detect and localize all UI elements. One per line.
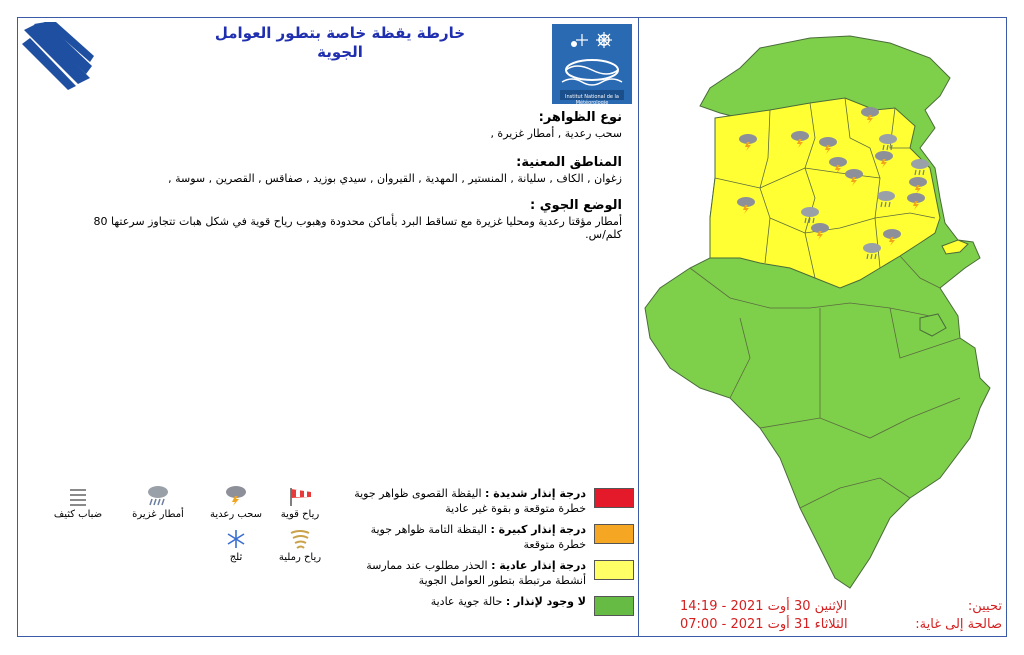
weather-section (82, 198, 622, 241)
legend-desc-severe: اليقظة القصوى ظواهر جوية خطرة متوقعة و بقوة غير عادية (354, 487, 586, 515)
phen-snow-label: ثلج (229, 552, 243, 563)
regions-heading: المناطق المعنية: (516, 155, 622, 170)
phenomena-heading: نوع الظواهر: (538, 110, 622, 125)
issued-value: الإثنين 30 أوت 2021 - 14:19 (680, 599, 848, 614)
phen-thunderstorm-label: سحب رعدية (209, 509, 263, 520)
fog-icon (67, 486, 89, 506)
legend-row-none (344, 594, 634, 616)
weather-text: أمطار مؤقتا رعدية ومحليا غزيرة مع تساقط البرد بأماكن محدودة وهبوب رياح قوية في شكل هبات تتجاوز سرعتها 80 كلم/س. (93, 215, 622, 241)
valid-row (680, 616, 1002, 634)
thunderstorm-icon (224, 484, 248, 506)
legend-row-high (344, 522, 634, 552)
title-line2: الجوية (317, 43, 363, 61)
heavy-rain-icon (146, 484, 170, 506)
valid-value: الثلاثاء 31 أوت 2021 - 07:00 (680, 617, 848, 632)
phen-strong-wind-label: رياح قوية (280, 509, 320, 520)
weather-heading: الوضع الجوي : (530, 198, 622, 213)
alert-legend (342, 486, 640, 616)
legend-level-none: لا وجود لإنذار : (505, 595, 586, 608)
phen-sandstorm (270, 527, 330, 563)
phen-strong-wind (270, 484, 330, 520)
legend-desc-high: اليقظة التامة ظواهر جوية خطرة متوقعة (370, 523, 586, 551)
phen-heavy-rain (128, 484, 188, 520)
phen-thunderstorm (206, 484, 266, 520)
legend-level-normal: درجة إنذار عادية : (491, 559, 586, 572)
phenomena-section (82, 110, 622, 140)
legend-swatch-high (594, 524, 634, 544)
title-line1: خارطة يقظة خاصة بتطور العوامل (214, 24, 466, 42)
valid-label: صالحة إلى غاية: (915, 617, 1002, 632)
phen-sandstorm-label: رياح رملية (278, 552, 322, 563)
logo-caption: Institut National de la Météorologie (565, 94, 619, 106)
legend-level-severe: درجة إنذار شديدة : (485, 487, 586, 500)
legend-swatch-none (594, 596, 634, 616)
phen-fog (48, 484, 108, 520)
legend-row-severe (344, 486, 634, 516)
legend-level-high: درجة إنذار كبيرة : (490, 523, 586, 536)
page-title (150, 24, 530, 62)
brand-stripes-logo (20, 22, 96, 92)
phenomena-text: سحب رعدية , أمطار غزيرة , (490, 127, 622, 140)
regions-section (82, 155, 622, 185)
phen-fog-label: ضباب كثيف (53, 509, 103, 520)
legend-swatch-severe (594, 488, 634, 508)
regions-text: زغوان , الكاف , سليانة , المنستير , المهدية , القيروان , سيدي بوزيد , صفاقس , القصرين , سوسة , (168, 172, 622, 185)
strong-wind-icon (287, 486, 313, 506)
tunisia-alert-map (640, 18, 1006, 598)
sandstorm-icon (289, 529, 311, 549)
issued-label: تحيين: (967, 599, 1002, 614)
legend-row-normal (344, 558, 634, 588)
phen-heavy-rain-label: أمطار غزيرة (132, 509, 184, 520)
legend-desc-none: حالة جوية عادية (430, 595, 503, 608)
inm-logo (552, 24, 632, 104)
phen-snow (206, 527, 266, 563)
legend-desc-normal: الحذر مطلوب عند ممارسة أنشطة مرتبطة بتطور العوامل الجوية (366, 559, 586, 587)
validity-block (680, 598, 1002, 634)
issued-row (680, 598, 1002, 616)
snow-icon (226, 529, 246, 549)
legend-swatch-normal (594, 560, 634, 580)
